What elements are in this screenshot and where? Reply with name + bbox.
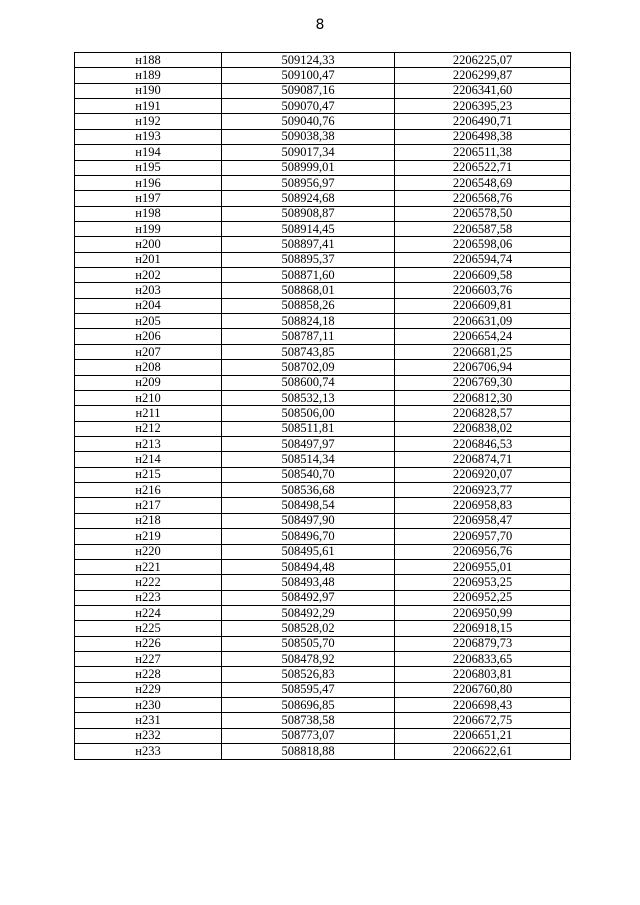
x-coordinate-cell: 508495,61	[222, 544, 395, 559]
x-coordinate-cell: 508702,09	[222, 360, 395, 375]
point-id-cell: н200	[75, 237, 222, 252]
table-row	[75, 99, 571, 114]
x-coordinate-cell: 508536,68	[222, 483, 395, 498]
x-coordinate-cell: 508493,48	[222, 575, 395, 590]
y-coordinate-cell: 2206698,43	[395, 698, 571, 713]
y-coordinate-cell: 2206681,25	[395, 344, 571, 359]
table-row	[75, 483, 571, 498]
y-coordinate-cell: 2206598,06	[395, 237, 571, 252]
x-coordinate-cell: 508526,83	[222, 667, 395, 682]
point-id-cell: н203	[75, 283, 222, 298]
point-id-cell: н202	[75, 268, 222, 283]
y-coordinate-cell: 2206498,38	[395, 129, 571, 144]
y-coordinate-cell: 2206833,65	[395, 652, 571, 667]
point-id-cell: н193	[75, 129, 222, 144]
table-row	[75, 314, 571, 329]
x-coordinate-cell: 509038,38	[222, 129, 395, 144]
table-row	[75, 436, 571, 451]
point-id-cell: н223	[75, 590, 222, 605]
y-coordinate-cell: 2206578,50	[395, 206, 571, 221]
table-row	[75, 406, 571, 421]
table-row	[75, 83, 571, 98]
point-id-cell: н218	[75, 513, 222, 528]
y-coordinate-cell: 2206490,71	[395, 114, 571, 129]
point-id-cell: н188	[75, 53, 222, 68]
y-coordinate-cell: 2206950,99	[395, 605, 571, 620]
table-row	[75, 175, 571, 190]
table-row	[75, 559, 571, 574]
point-id-cell: н212	[75, 421, 222, 436]
table-row	[75, 682, 571, 697]
table-row	[75, 590, 571, 605]
table-row	[75, 421, 571, 436]
y-coordinate-cell: 2206958,47	[395, 513, 571, 528]
point-id-cell: н227	[75, 652, 222, 667]
x-coordinate-cell: 508738,58	[222, 713, 395, 728]
point-id-cell: н226	[75, 636, 222, 651]
table-row	[75, 529, 571, 544]
y-coordinate-cell: 2206879,73	[395, 636, 571, 651]
point-id-cell: н198	[75, 206, 222, 221]
point-id-cell: н204	[75, 298, 222, 313]
table-row	[75, 191, 571, 206]
table-row	[75, 268, 571, 283]
table-row	[75, 713, 571, 728]
table-row	[75, 467, 571, 482]
y-coordinate-cell: 2206838,02	[395, 421, 571, 436]
x-coordinate-cell: 509070,47	[222, 99, 395, 114]
point-id-cell: н225	[75, 621, 222, 636]
table-row	[75, 728, 571, 743]
y-coordinate-cell: 2206609,81	[395, 298, 571, 313]
table-row	[75, 636, 571, 651]
point-id-cell: н214	[75, 452, 222, 467]
x-coordinate-cell: 508497,90	[222, 513, 395, 528]
x-coordinate-cell: 508858,26	[222, 298, 395, 313]
y-coordinate-cell: 2206760,80	[395, 682, 571, 697]
table-row	[75, 129, 571, 144]
x-coordinate-cell: 508478,92	[222, 652, 395, 667]
table-row	[75, 605, 571, 620]
x-coordinate-cell: 508787,11	[222, 329, 395, 344]
y-coordinate-cell: 2206956,76	[395, 544, 571, 559]
point-id-cell: н213	[75, 436, 222, 451]
x-coordinate-cell: 509017,34	[222, 145, 395, 160]
y-coordinate-cell: 2206594,74	[395, 252, 571, 267]
x-coordinate-cell: 508532,13	[222, 390, 395, 405]
table-row	[75, 360, 571, 375]
point-id-cell: н233	[75, 744, 222, 759]
y-coordinate-cell: 2206622,61	[395, 744, 571, 759]
table-row	[75, 206, 571, 221]
x-coordinate-cell: 508999,01	[222, 160, 395, 175]
x-coordinate-cell: 508600,74	[222, 375, 395, 390]
point-id-cell: н216	[75, 483, 222, 498]
point-id-cell: н222	[75, 575, 222, 590]
y-coordinate-cell: 2206828,57	[395, 406, 571, 421]
table-row	[75, 498, 571, 513]
y-coordinate-cell: 2206225,07	[395, 53, 571, 68]
y-coordinate-cell: 2206955,01	[395, 559, 571, 574]
table-row	[75, 667, 571, 682]
x-coordinate-cell: 508897,41	[222, 237, 395, 252]
y-coordinate-cell: 2206395,23	[395, 99, 571, 114]
point-id-cell: н230	[75, 698, 222, 713]
x-coordinate-cell: 508895,37	[222, 252, 395, 267]
point-id-cell: н205	[75, 314, 222, 329]
y-coordinate-cell: 2206769,30	[395, 375, 571, 390]
table-row	[75, 114, 571, 129]
table-row	[75, 68, 571, 83]
point-id-cell: н210	[75, 390, 222, 405]
y-coordinate-cell: 2206548,69	[395, 175, 571, 190]
x-coordinate-cell: 508773,07	[222, 728, 395, 743]
table-row	[75, 237, 571, 252]
y-coordinate-cell: 2206923,77	[395, 483, 571, 498]
point-id-cell: н197	[75, 191, 222, 206]
x-coordinate-cell: 508956,97	[222, 175, 395, 190]
x-coordinate-cell: 509100,47	[222, 68, 395, 83]
page-number: 8	[315, 17, 325, 33]
x-coordinate-cell: 508496,70	[222, 529, 395, 544]
point-id-cell: н195	[75, 160, 222, 175]
x-coordinate-cell: 508908,87	[222, 206, 395, 221]
table-row	[75, 53, 571, 68]
x-coordinate-cell: 508595,47	[222, 682, 395, 697]
y-coordinate-cell: 2206299,87	[395, 68, 571, 83]
table-row	[75, 298, 571, 313]
point-id-cell: н215	[75, 467, 222, 482]
point-id-cell: н192	[75, 114, 222, 129]
table-row	[75, 452, 571, 467]
coordinates-table-body	[75, 53, 571, 760]
y-coordinate-cell: 2206957,70	[395, 529, 571, 544]
y-coordinate-cell: 2206654,24	[395, 329, 571, 344]
table-row	[75, 160, 571, 175]
point-id-cell: н231	[75, 713, 222, 728]
y-coordinate-cell: 2206609,58	[395, 268, 571, 283]
x-coordinate-cell: 508505,70	[222, 636, 395, 651]
point-id-cell: н208	[75, 360, 222, 375]
y-coordinate-cell: 2206918,15	[395, 621, 571, 636]
y-coordinate-cell: 2206672,75	[395, 713, 571, 728]
table-row	[75, 344, 571, 359]
x-coordinate-cell: 508498,54	[222, 498, 395, 513]
x-coordinate-cell: 508506,00	[222, 406, 395, 421]
point-id-cell: н220	[75, 544, 222, 559]
x-coordinate-cell: 508497,97	[222, 436, 395, 451]
point-id-cell: н217	[75, 498, 222, 513]
y-coordinate-cell: 2206953,25	[395, 575, 571, 590]
y-coordinate-cell: 2206511,38	[395, 145, 571, 160]
y-coordinate-cell: 2206812,30	[395, 390, 571, 405]
x-coordinate-cell: 508514,34	[222, 452, 395, 467]
x-coordinate-cell: 508492,29	[222, 605, 395, 620]
y-coordinate-cell: 2206952,25	[395, 590, 571, 605]
point-id-cell: н221	[75, 559, 222, 574]
y-coordinate-cell: 2206522,71	[395, 160, 571, 175]
x-coordinate-cell: 508871,60	[222, 268, 395, 283]
table-row	[75, 698, 571, 713]
x-coordinate-cell: 509124,33	[222, 53, 395, 68]
y-coordinate-cell: 2206846,53	[395, 436, 571, 451]
table-row	[75, 744, 571, 759]
x-coordinate-cell: 509087,16	[222, 83, 395, 98]
x-coordinate-cell: 508818,88	[222, 744, 395, 759]
y-coordinate-cell: 2206651,21	[395, 728, 571, 743]
point-id-cell: н232	[75, 728, 222, 743]
point-id-cell: н228	[75, 667, 222, 682]
x-coordinate-cell: 508914,45	[222, 221, 395, 236]
table-row	[75, 390, 571, 405]
point-id-cell: н209	[75, 375, 222, 390]
x-coordinate-cell: 508540,70	[222, 467, 395, 482]
table-row	[75, 575, 571, 590]
table-row	[75, 621, 571, 636]
table-row	[75, 283, 571, 298]
x-coordinate-cell: 508824,18	[222, 314, 395, 329]
point-id-cell: н191	[75, 99, 222, 114]
table-row	[75, 252, 571, 267]
table-row	[75, 513, 571, 528]
x-coordinate-cell: 508528,02	[222, 621, 395, 636]
point-id-cell: н229	[75, 682, 222, 697]
y-coordinate-cell: 2206341,60	[395, 83, 571, 98]
table-row	[75, 221, 571, 236]
x-coordinate-cell: 508492,97	[222, 590, 395, 605]
table-row	[75, 375, 571, 390]
point-id-cell: н190	[75, 83, 222, 98]
y-coordinate-cell: 2206603,76	[395, 283, 571, 298]
y-coordinate-cell: 2206803,81	[395, 667, 571, 682]
point-id-cell: н194	[75, 145, 222, 160]
y-coordinate-cell: 2206587,58	[395, 221, 571, 236]
y-coordinate-cell: 2206874,71	[395, 452, 571, 467]
x-coordinate-cell: 508511,81	[222, 421, 395, 436]
point-id-cell: н196	[75, 175, 222, 190]
x-coordinate-cell: 509040,76	[222, 114, 395, 129]
y-coordinate-cell: 2206706,94	[395, 360, 571, 375]
table-row	[75, 329, 571, 344]
table-row	[75, 145, 571, 160]
point-id-cell: н211	[75, 406, 222, 421]
table-row	[75, 544, 571, 559]
point-id-cell: н219	[75, 529, 222, 544]
y-coordinate-cell: 2206568,76	[395, 191, 571, 206]
x-coordinate-cell: 508924,68	[222, 191, 395, 206]
x-coordinate-cell: 508494,48	[222, 559, 395, 574]
coordinates-table	[74, 52, 571, 760]
point-id-cell: н207	[75, 344, 222, 359]
x-coordinate-cell: 508868,01	[222, 283, 395, 298]
point-id-cell: н189	[75, 68, 222, 83]
x-coordinate-cell: 508696,85	[222, 698, 395, 713]
table-row	[75, 652, 571, 667]
point-id-cell: н201	[75, 252, 222, 267]
y-coordinate-cell: 2206958,83	[395, 498, 571, 513]
x-coordinate-cell: 508743,85	[222, 344, 395, 359]
point-id-cell: н199	[75, 221, 222, 236]
y-coordinate-cell: 2206631,09	[395, 314, 571, 329]
point-id-cell: н206	[75, 329, 222, 344]
y-coordinate-cell: 2206920,07	[395, 467, 571, 482]
point-id-cell: н224	[75, 605, 222, 620]
